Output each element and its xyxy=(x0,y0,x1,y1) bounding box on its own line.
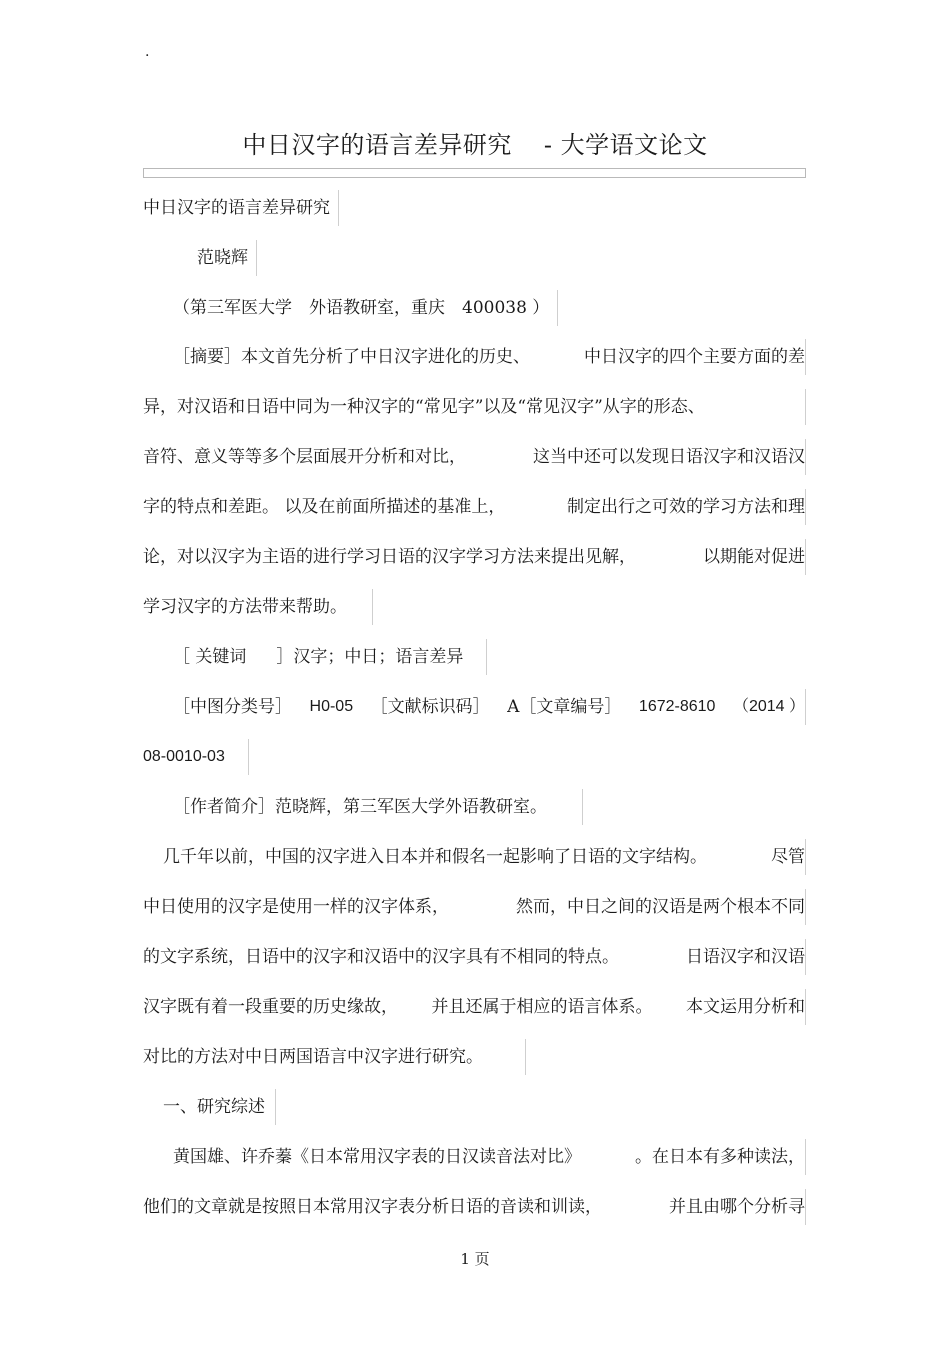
doc-code-label: ［文献标识码］ xyxy=(370,697,490,717)
page-number: 1 页 xyxy=(460,1250,490,1268)
page-dot: . xyxy=(145,44,150,60)
article-subtitle: 中日汉字的语言差异研究 xyxy=(143,190,339,226)
page-title xyxy=(0,128,950,162)
abstract-text: 以期能对促进 xyxy=(703,547,805,567)
abstract-line-1 xyxy=(143,339,806,375)
body-text: 然而，中日之间的汉语是两个根本不同 xyxy=(516,897,805,917)
body-text: 尽管 xyxy=(771,847,805,867)
body-text: 日语汉字和汉语 xyxy=(686,947,805,967)
abstract-text: 中日汉字的四个主要方面的差 xyxy=(584,347,805,367)
body-line-1 xyxy=(143,839,806,875)
section-text: 他们的文章就是按照日本常用汉字表分析日语的音读和训读， xyxy=(143,1197,602,1217)
article-year: （2014 ） xyxy=(732,698,805,715)
abstract-text: 字的特点和差距。 以及在前面所描述的基准上， xyxy=(143,497,506,517)
abstract-text: 这当中还可以发现日语汉字和汉语汉 xyxy=(533,447,805,467)
section-line-2 xyxy=(143,1189,806,1225)
section-text: 。在日本有多种读法， xyxy=(635,1147,805,1167)
abstract-line-4 xyxy=(143,489,806,525)
body-text: 的文字系统，日语中的汉字和汉语中的汉字具有不相同的特点。 xyxy=(143,947,619,967)
header-rule xyxy=(143,168,806,178)
section-heading: 一、研究综述 xyxy=(143,1089,276,1125)
body-line-2 xyxy=(143,889,806,925)
clc-number: H0-05 xyxy=(309,698,354,715)
body-line-4 xyxy=(143,989,806,1025)
body-line-5 xyxy=(143,1039,526,1075)
body-text: 汉字既有着一段重要的历史缘故， xyxy=(143,997,398,1017)
abstract-text: 异，对汉语和日语中同为一种汉字的“常见字”以及“常见汉字”从字的形态、 xyxy=(143,397,705,417)
section-text: 黄国雄、许乔蓁《日本常用汉字表的日汉读音法对比》 xyxy=(173,1147,581,1167)
title-main: 中日汉字的语言差异研究 xyxy=(242,131,512,159)
keywords-values: ］汉字；中日；语言差异 xyxy=(276,647,464,667)
body-text: 几千年以前，中国的汉字进入日本并和假名一起影响了日语的文字结构。 xyxy=(163,847,707,867)
keywords-line xyxy=(143,639,487,675)
author-name: 范晓辉 xyxy=(197,248,248,268)
author-line xyxy=(143,240,257,276)
classification-line xyxy=(143,689,806,725)
affiliation-line: （第三军医大学 外语教研室，重庆 400038 ） xyxy=(143,290,558,326)
title-suffix: - 大学语文论文 xyxy=(543,131,708,159)
section-line-1 xyxy=(143,1139,806,1175)
keywords-label: ［ 关键词 xyxy=(173,647,247,667)
body-text: 并且还属于相应的语言体系。 xyxy=(431,997,653,1017)
body-line-3 xyxy=(143,939,806,975)
abstract-line-2 xyxy=(143,389,806,425)
clc-label: ［中图分类号］ xyxy=(173,697,292,717)
abstract-text: 制定出行之可效的学习方法和理 xyxy=(567,497,805,517)
author-intro: ［作者简介］范晓辉，第三军医大学外语教研室。 xyxy=(143,789,583,825)
abstract-text: 学习汉字的方法带来帮助。 xyxy=(143,597,347,617)
body-text: 对比的方法对中日两国语言中汉字进行研究。 xyxy=(143,1047,483,1067)
abstract-text: 论，对以汉字为主语的进行学习日语的汉字学习方法来提出见解， xyxy=(143,547,636,567)
abstract-line-6 xyxy=(143,589,373,625)
abstract-text: ［摘要］本文首先分析了中日汉字进化的历史、 xyxy=(173,347,530,367)
abstract-line-3 xyxy=(143,439,806,475)
abstract-text: 音符、意义等等多个层面展开分析和对比， xyxy=(143,447,466,467)
article-number-label: A［文章编号］ xyxy=(507,697,622,717)
article-number: 1672-8610 xyxy=(638,698,716,715)
body-text: 本文运用分析和 xyxy=(686,997,805,1017)
abstract-line-5 xyxy=(143,539,806,575)
classification-continued: 08-0010-03 xyxy=(143,739,249,775)
body-text: 中日使用的汉字是使用一样的汉字体系， xyxy=(143,897,449,917)
section-text: 并且由哪个分析寻 xyxy=(669,1197,805,1217)
